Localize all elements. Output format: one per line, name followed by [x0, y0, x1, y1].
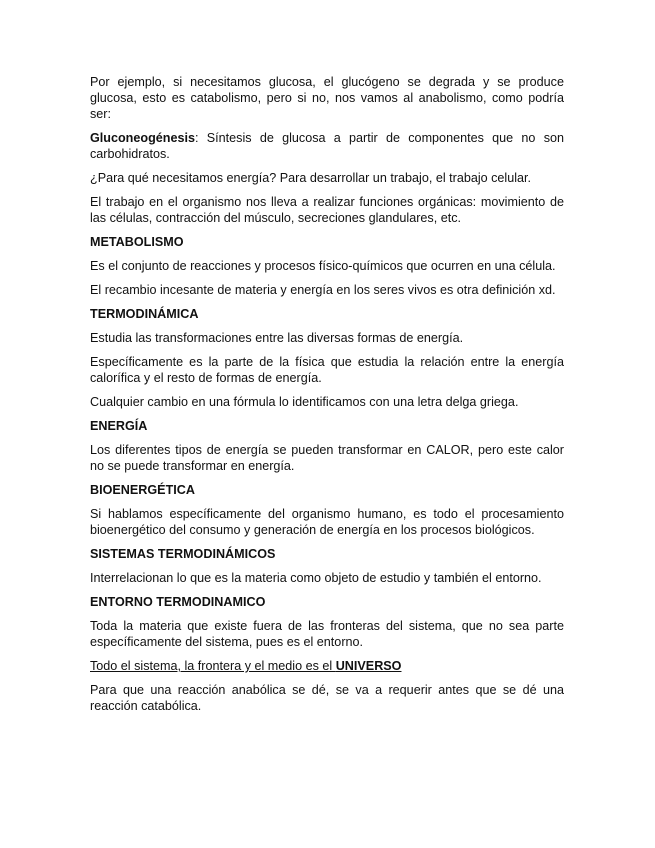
- energia-heading: ENERGÍA: [90, 419, 148, 433]
- energia-paragraph: Los diferentes tipos de energía se pueden transformar en CALOR, pero este calor no se puede transformar en energía.: [90, 443, 564, 473]
- energy-question-paragraph: ¿Para qué necesitamos energía? Para desarrollar un trabajo, el trabajo celular.: [90, 171, 532, 185]
- entorno-paragraph: Toda la materia que existe fuera de las fronteras del sistema, que no sea parte específicamente del sistema, pues es el entorno.: [90, 619, 564, 649]
- document-page: [90, 74, 564, 722]
- bioenergetica-heading: BIOENERGÉTICA: [90, 483, 195, 497]
- metabolismo-heading: METABOLISMO: [90, 235, 184, 249]
- gluconeogenesis-term: Gluconeogénesis: [90, 131, 195, 145]
- termodinamica-paragraph-1: Estudia las transformaciones entre las diversas formas de energía.: [90, 331, 464, 345]
- universo-emphasis: UNIVERSO: [335, 659, 402, 673]
- gluconeogenesis-paragraph: [90, 130, 564, 162]
- final-paragraph: Para que una reacción anabólica se dé, se va a requerir antes que se dé una reacción catabólica.: [90, 683, 564, 713]
- gluconeogenesis-definition: : Síntesis de glucosa a partir de componentes que no son carbohidratos.: [90, 131, 564, 161]
- termodinamica-paragraph-3: Cualquier cambio en una fórmula lo identificamos con una letra delga griega.: [90, 395, 519, 409]
- bioenergetica-paragraph: Si hablamos específicamente del organismo humano, es todo el procesamiento bioenergético del consumo y generación de energía en los procesos biológicos.: [90, 507, 564, 537]
- termodinamica-heading: TERMODINÁMICA: [90, 307, 199, 321]
- universo-text: Todo el sistema, la frontera y el medio es el: [90, 659, 336, 673]
- sistemas-heading: SISTEMAS TERMODINÁMICOS: [90, 547, 276, 561]
- termodinamica-paragraph-2: Específicamente es la parte de la física que estudia la relación entre la energía calorífica y el resto de formas de energía.: [90, 355, 564, 385]
- sistemas-paragraph: Interrelacionan lo que es la materia como objeto de estudio y también el entorno.: [90, 571, 542, 585]
- universo-line: [90, 658, 564, 674]
- work-paragraph: El trabajo en el organismo nos lleva a realizar funciones orgánicas: movimiento de las células, contracción del músculo, secreciones glandulares, etc.: [90, 195, 564, 225]
- entorno-heading: ENTORNO TERMODINAMICO: [90, 595, 266, 609]
- metabolismo-paragraph-1: Es el conjunto de reacciones y procesos físico-químicos que ocurren en una célula.: [90, 259, 556, 273]
- metabolismo-paragraph-2: El recambio incesante de materia y energía en los seres vivos es otra definición xd.: [90, 283, 556, 297]
- intro-paragraph: Por ejemplo, si necesitamos glucosa, el glucógeno se degrada y se produce glucosa, esto es catabolismo, pero si no, nos vamos al anabolismo, como podría ser:: [90, 75, 564, 121]
